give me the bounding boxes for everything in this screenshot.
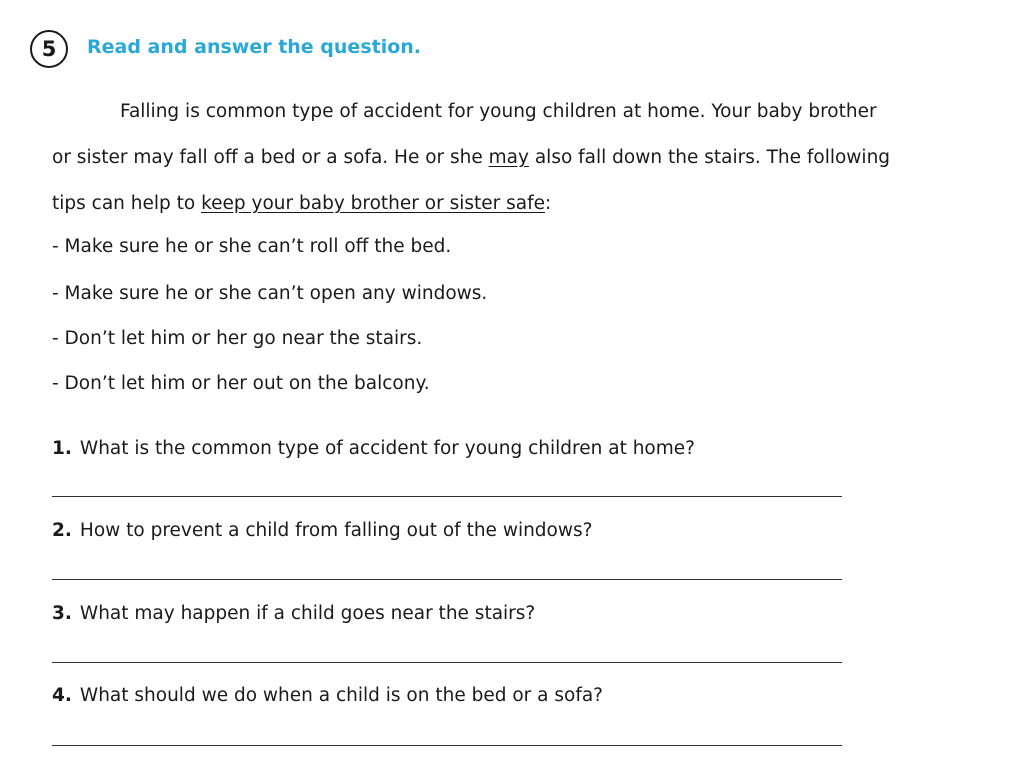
tip-item: - Make sure he or she can’t open any windows. (52, 283, 488, 304)
tip-item: - Make sure he or she can’t roll off the bed. (52, 236, 452, 257)
question-text: What should we do when a child is on the bed or a sofa? (79, 685, 603, 706)
tip-item: - Don’t let him or her go near the stairs. (52, 328, 423, 349)
question-text: What may happen if a child goes near the stairs? (79, 603, 536, 624)
question-text: What is the common type of accident for young children at home? (79, 438, 695, 459)
question-3 (52, 603, 535, 624)
answer-line-2[interactable] (52, 579, 842, 580)
underlined-phrase: keep your baby brother or sister safe (201, 193, 545, 214)
question-1 (52, 438, 695, 459)
question-number: 4. (52, 685, 72, 706)
passage-text: or sister may fall off a bed or a sofa. He or she (52, 147, 489, 168)
passage-text: tips can help to (52, 193, 202, 214)
tip-item: - Don’t let him or her out on the balcony. (52, 373, 430, 394)
answer-line-3[interactable] (52, 662, 842, 663)
exercise-number-badge: 5 (30, 30, 68, 68)
exercise-title: Read and answer the question. (87, 36, 422, 58)
question-number: 1. (52, 438, 72, 459)
question-text: How to prevent a child from falling out of the windows? (79, 520, 593, 541)
question-number: 2. (52, 520, 72, 541)
question-2 (52, 520, 592, 541)
answer-line-1[interactable] (52, 496, 842, 497)
underlined-word: may (488, 147, 529, 168)
passage-line-3 (52, 193, 982, 214)
passage-text: Falling is common type of accident for young children at home. Your baby brother (120, 101, 877, 122)
question-4 (52, 685, 603, 706)
passage-text: : (545, 193, 552, 214)
question-number: 3. (52, 603, 72, 624)
passage-text: also fall down the stairs. The following (528, 147, 891, 168)
passage-line-2 (52, 147, 982, 168)
passage-line-1 (120, 101, 1024, 122)
answer-line-4[interactable] (52, 745, 842, 746)
